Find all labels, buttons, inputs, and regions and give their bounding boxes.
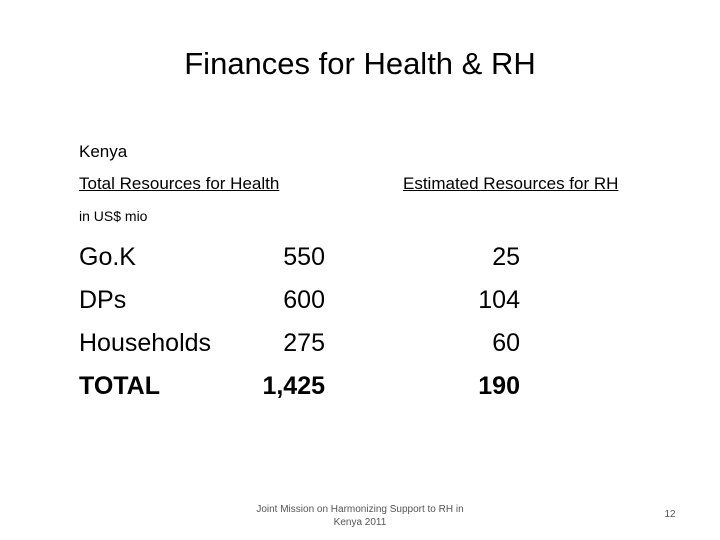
value-health-households: 275 — [283, 329, 325, 357]
value-rh-total: 190 — [478, 372, 520, 400]
row-label-dps: DPs — [79, 286, 127, 314]
value-rh-gok: 25 — [492, 243, 520, 271]
header-total-resources-health: Total Resources for Health — [79, 174, 280, 193]
unit-label: in US$ mio — [79, 208, 148, 224]
value-health-gok: 550 — [283, 243, 325, 271]
header-estimated-resources-rh: Estimated Resources for RH — [403, 174, 619, 193]
row-label-total: TOTAL — [79, 372, 161, 400]
value-rh-dps: 104 — [478, 286, 520, 314]
row-label-households: Households — [79, 329, 212, 357]
value-rh-households: 60 — [492, 329, 520, 357]
slide-title: Finances for Health & RH — [184, 46, 536, 81]
row-label-gok: Go.K — [79, 243, 136, 271]
footer-text: Joint Mission on Harmonizing Support to RH in Kenya 2011 — [256, 504, 464, 528]
page-number: 12 — [664, 509, 676, 520]
value-health-dps: 600 — [283, 286, 325, 314]
value-health-total: 1,425 — [262, 372, 325, 400]
country-label: Kenya — [79, 142, 128, 161]
